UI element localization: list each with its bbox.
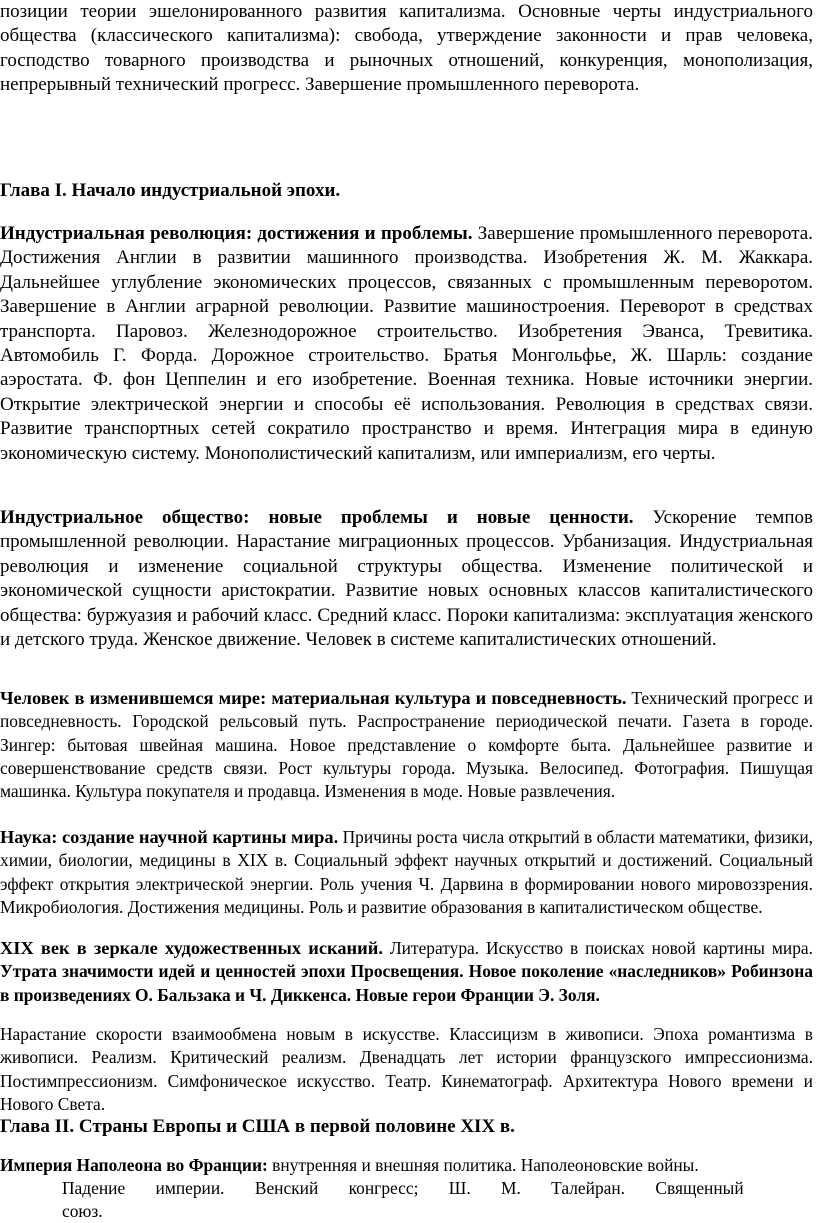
section-text: Ускорение темпов промышленной революции. Нарастание миграционных процессов. Урбанизация. Индустриальная революция и изменение социальной структуры общества. Изменение политической и экономической сущности аристократии. Развитие новых основных классов капиталистического общества: буржуазия и рабочий класс. Средний класс. Пороки капитализма: эксплуатация женского и детского труда. Женское движение. Человек в системе капиталистических отношений. [0, 507, 813, 651]
section-science [0, 826, 813, 919]
section-text-a: Литература. Искусство в поисках новой картины мира. [382, 938, 813, 958]
section-industrial-revolution [0, 222, 813, 466]
section-text: Технический прогресс и повседневность. Городской рельсовый путь. Распространение периодической печати. Газета в городе. Зингер: бытовая швейная машина. Новое представление о комфорте быта. Дальнейшее развитие и совершенствование средств связи. Рост культуры города. Музыка. Велосипед. Фотография. Пишущая машинка. Культура покупателя и продавца. Изменения в моде. Новые развлечения. [0, 688, 813, 802]
section-industrial-society [0, 506, 813, 652]
section-material-culture [0, 687, 813, 803]
section-text-c: Нарастание скорости взаимообмена новым в искусстве. Классицизм в живописи. Эпоха романтизма в живописи. Реализм. Критический реализм. Двенадцать лет истории французского импрессионизма. Постимпрессионизм. Симфоническое искусство. Театр. Кинематограф. Архитектура Нового времени и Нового Света. [0, 1024, 813, 1114]
section-art [0, 937, 813, 1007]
napoleon-heading: Империя Наполеона во Франции: [0, 1155, 268, 1175]
section-heading: XIX век в зеркале художественных исканий. [0, 938, 383, 958]
intro-paragraph [0, 0, 813, 98]
section-text: Причины роста числа открытий в области математики, физики, химии, биологии, медицины в XIX в. Социальный эффект научных открытий и достижений. Социальный эффект открытия электрической энергии. Роль учения Ч. Дарвина в формировании нового мировоззрения. Микробиология. Достижения медицины. Роль и развитие образования в капиталистическом обществе. [0, 827, 813, 917]
napoleon-line-2 [62, 1177, 762, 1223]
napoleon-text-2: Падение империи. Венский конгресс; Ш. М. Талейран. Священный союз. [62, 1178, 744, 1221]
napoleon-line-1 [0, 1154, 813, 1177]
intro-text: позиции теории эшелонированного развития капитализма. Основные черты индустриального общества (классического капитализма): свобода, утверждение законности и прав человека, господство товарного производства и рыночных отношений, конкуренция, монополизация, непрерывный технический прогресс. Завершение промышленного переворота. [0, 1, 813, 96]
section-text: Завершение промышленного переворота. Достижения Англии в развитии машинного производства. Изобретения Ж. М. Жаккара. Дальнейшее углубление экономических процессов, связанных с промышленным переворотом. Завершение в Англии аграрной революции. Развитие машиностроения. Переворот в средствах транспорта. Паровоз. Железнодорожное строительство. Изобретения Эванса, Тревитика. Автомобиль Г. Форда. Дорожное строительство. Братья Монгольфье, Ж. Шарль: создание аэростата. Ф. фон Цеппелин и его изобретение. Военная техника. Новые источники энергии. Открытие электрической энергии и способы её использования. Революция в средствах связи. Развитие транспортных сетей сократило пространство и время. Интеграция мира в единую экономическую систему. Монополистический капитализм, или империализм, его черты. [0, 223, 813, 464]
section-art-continued [0, 1023, 813, 1116]
section-heading: Индустриальное общество: новые проблемы и новые ценности. [0, 507, 634, 528]
section-heading: Человек в изменившемся мире: материальная культура и повседневность. [0, 688, 627, 708]
section-heading: Индустриальная революция: достижения и проблемы. [0, 223, 473, 244]
napoleon-text-1: внутренняя и внешняя политика. Наполеоновские войны. [267, 1155, 699, 1175]
section-heading: Наука: создание научной картины мира. [0, 827, 339, 847]
chapter-2-title: Глава II. Страны Европы и США в первой половине XIX в. [0, 1116, 515, 1137]
chapter-1-title: Глава I. Начало индустриальной эпохи. [0, 180, 341, 201]
section-bold-text: Утрата значимости идей и ценностей эпохи Просвещения. Новое поколение «наследников» Робинзона в произведениях О. Бальзака и Ч. Диккенса. Новые герои Франции Э. Золя. [0, 961, 813, 1005]
